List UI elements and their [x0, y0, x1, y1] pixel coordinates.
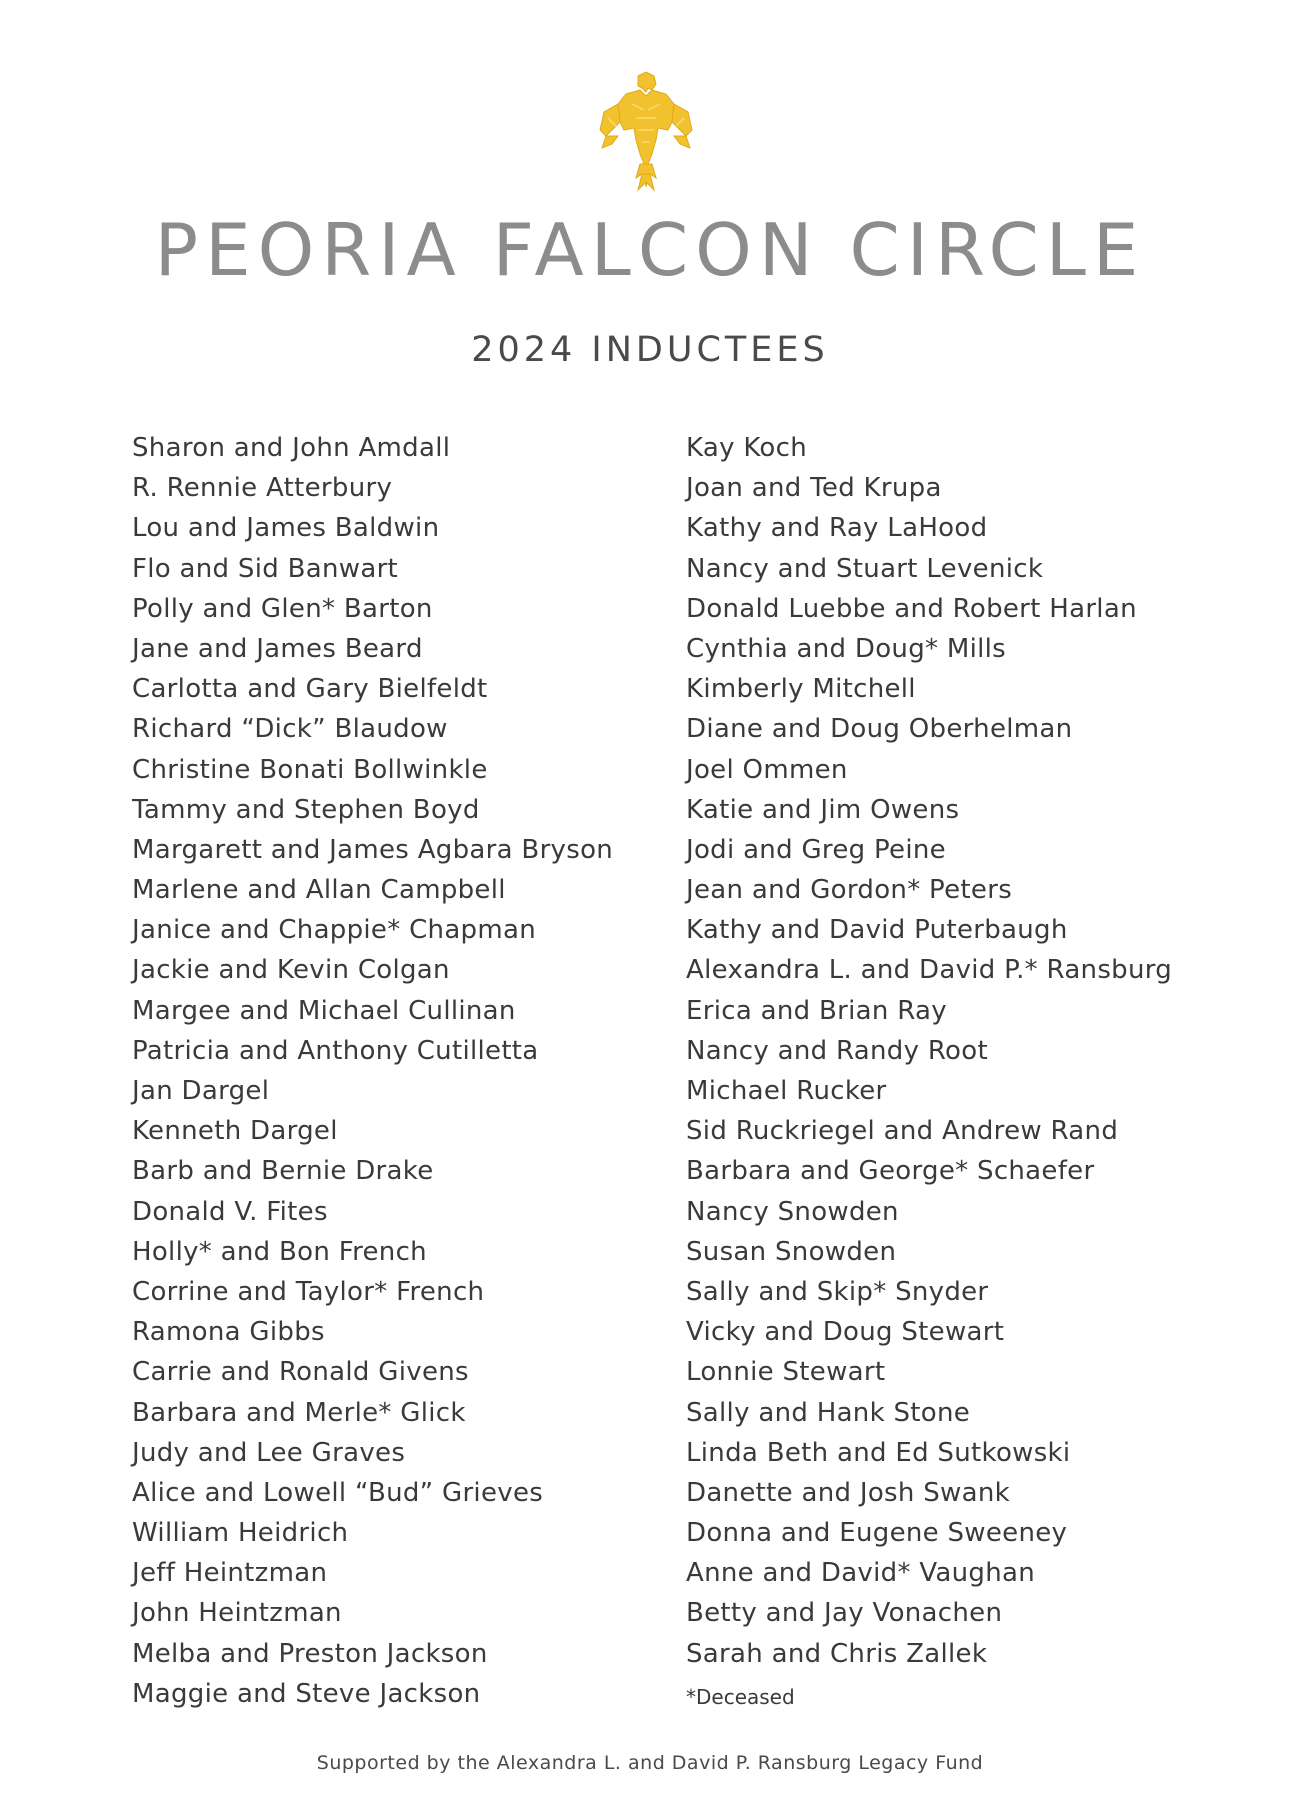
inductee-name: John Heintzman [132, 1598, 342, 1629]
inductee-name: Kathy and Ray LaHood [686, 513, 988, 544]
inductee-name: Sally and Skip* Snyder [686, 1276, 989, 1307]
page-subtitle: 2024 INDUCTEES [471, 330, 829, 370]
inductee-list-right [686, 428, 1286, 1674]
deceased-note: *Deceased [686, 1685, 795, 1709]
inductee-name: Vicky and Doug Stewart [686, 1317, 1005, 1348]
inductee-name: Carlotta and Gary Bielfeldt [132, 674, 488, 705]
inductee-name: Carrie and Ronald Givens [132, 1357, 469, 1388]
inductee-name: Lou and James Baldwin [132, 513, 440, 544]
inductee-name: Lonnie Stewart [686, 1357, 886, 1388]
inductee-name: Kay Koch [686, 433, 808, 463]
inductee-name: Flo and Sid Banwart [132, 553, 399, 584]
inductee-name: Tammy and Stephen Boyd [132, 794, 480, 825]
inductee-name: Christine Bonati Bollwinkle [132, 754, 488, 785]
falcon-logo-icon [596, 70, 696, 196]
inductee-name: Melba and Preston Jackson [132, 1638, 488, 1669]
inductee-name: Sarah and Chris Zallek [686, 1638, 988, 1669]
inductee-name: Jackie and Kevin Colgan [132, 955, 450, 986]
inductee-name: Jean and Gordon* Peters [686, 875, 1013, 906]
inductee-name: Kathy and David Puterbaugh [686, 915, 1068, 946]
inductee-name: Corrine and Taylor* French [132, 1276, 485, 1307]
inductee-name: Cynthia and Doug* Mills [686, 633, 1007, 664]
inductee-name: Barb and Bernie Drake [132, 1156, 434, 1187]
inductee-name: Sally and Hank Stone [686, 1397, 971, 1428]
inductee-name: Alexandra L. and David P.* Ransburg [686, 955, 1173, 986]
inductee-name: Jane and James Beard [132, 633, 423, 664]
inductee-name: Nancy and Randy Root [686, 1035, 988, 1066]
inductee-name: Danette and Josh Swank [686, 1477, 1010, 1508]
inductee-name: Kimberly Mitchell [686, 674, 916, 705]
inductee-name: Maggie and Steve Jackson [132, 1678, 481, 1709]
inductee-name: Jodi and Greg Peine [686, 834, 946, 865]
inductee-name: Nancy Snowden [686, 1196, 899, 1227]
inductee-name: Barbara and George* Schaefer [686, 1156, 1095, 1187]
inductee-name: Katie and Jim Owens [686, 794, 960, 825]
inductee-name: Kenneth Dargel [132, 1116, 338, 1147]
inductee-name: Holly* and Bon French [132, 1236, 427, 1267]
inductee-name: Jan Dargel [132, 1076, 270, 1106]
inductee-name: Michael Rucker [686, 1076, 887, 1106]
inductee-name: Richard “Dick” Blaudow [132, 714, 448, 745]
inductee-name: Patricia and Anthony Cutilletta [132, 1035, 539, 1066]
inductee-name: Joan and Ted Krupa [686, 473, 942, 504]
inductee-name: Marlene and Allan Campbell [132, 875, 506, 906]
inductee-name: Susan Snowden [686, 1236, 897, 1267]
inductee-name: Joel Ommen [686, 754, 848, 785]
inductee-name: Polly and Glen* Barton [132, 593, 433, 624]
inductee-name: Donald Luebbe and Robert Harlan [686, 593, 1137, 624]
inductee-name: Judy and Lee Graves [132, 1437, 406, 1468]
inductee-name: Anne and David* Vaughan [686, 1558, 1035, 1589]
inductee-name: Janice and Chappie* Chapman [132, 915, 537, 946]
inductee-name: Linda Beth and Ed Sutkowski [686, 1437, 1071, 1468]
inductee-name: Jeff Heintzman [132, 1558, 328, 1589]
inductee-name: Ramona Gibbs [132, 1317, 325, 1348]
inductee-name: Erica and Brian Ray [686, 995, 947, 1026]
page-title: PEORIA FALCON CIRCLE [154, 208, 1146, 292]
inductee-name: Donald V. Fites [132, 1196, 328, 1227]
inductee-name: Margarett and James Agbara Bryson [132, 834, 614, 865]
footer-credit: Supported by the Alexandra L. and David P. Ransburg Legacy Fund [316, 1752, 984, 1774]
inductee-list-left [132, 428, 672, 1714]
inductee-name: Barbara and Merle* Glick [132, 1397, 466, 1428]
inductee-name: Sid Ruckriegel and Andrew Rand [686, 1116, 1119, 1147]
inductee-name: William Heidrich [132, 1518, 349, 1549]
inductee-name: Nancy and Stuart Levenick [686, 553, 1044, 584]
inductee-name: R. Rennie Atterbury [132, 473, 393, 504]
inductee-name: Diane and Doug Oberhelman [686, 714, 1073, 745]
inductee-name: Sharon and John Amdall [132, 433, 451, 463]
inductee-name: Margee and Michael Cullinan [132, 995, 516, 1026]
inductee-name: Alice and Lowell “Bud” Grieves [132, 1477, 544, 1508]
inductee-name: Betty and Jay Vonachen [686, 1598, 1003, 1629]
inductee-name: Donna and Eugene Sweeney [686, 1518, 1068, 1549]
